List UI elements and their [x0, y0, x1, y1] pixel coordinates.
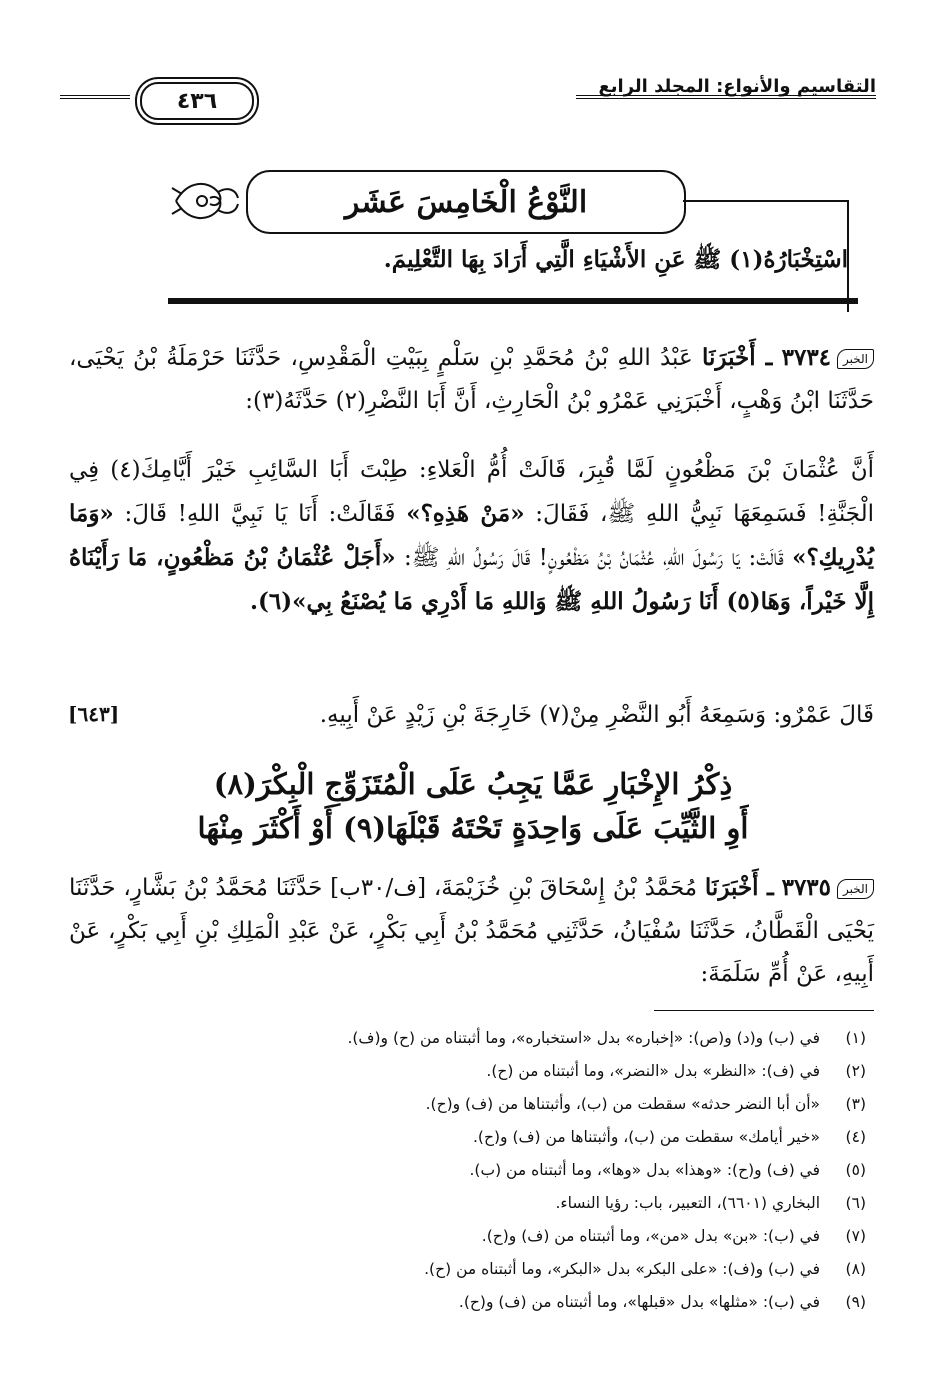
- header-rule: [576, 95, 876, 99]
- running-title: التقاسيم والأنواع: المجلد الرابع: [598, 76, 876, 97]
- page-header: [60, 74, 876, 124]
- hadith-3734-isnad: [69, 336, 874, 423]
- prophet-quote-2: «وَمَا يُدْرِيكِ؟»: [69, 500, 875, 571]
- hadith-isnad: مُحَمَّدُ بْنُ إِسْحَاقَ بْنِ خُزَيْمَةَ، [ف/٣٠ب] حَدَّثَنَا مُحَمَّدُ بْنُ بَشَّارٍ، حَدَّثَنَا يَحْيَى الْقَطَّانُ، حَدَّثَنَا سُفْيَانُ، حَدَّثَنِي مُحَمَّدُ بْنُ أَبِي بَكْرٍ، عَنْ عَبْدِ الْمَلِكِ بْنِ أَبِي بَكْرٍ، عَنْ أَبِيهِ، عَنْ أُمِّ سَلَمَةَ:: [69, 875, 874, 987]
- footnote: (٨)في (ب) و(ف): «على البكر» بدل «البكر»، وما أثبتناه من (ح).: [424, 1260, 866, 1278]
- chapter-frame-top: [683, 200, 849, 202]
- footnote: (٢)في (ف): «النظر» بدل «النضر»، وما أثبتناه من (ح).: [486, 1062, 866, 1080]
- footnote: (٦)البخاري (٦٦٠١)، التعبير، باب: رؤيا النساء.: [555, 1194, 866, 1212]
- hadith-marker-icon: الخبر: [837, 879, 874, 899]
- hadith-number: ٣٧٣٤: [781, 344, 832, 371]
- chapter-underline: [168, 298, 858, 304]
- hadith-reference: [٦٤٣]: [68, 702, 120, 726]
- header-rule-left: [60, 95, 130, 99]
- matn-part-3: قَالَتْ: يَا رَسُولَ اللهِ، عُثْمَانُ بْنُ مَظْعُونٍ! قَالَ رَسُولُ اللهِ ﷺ:: [403, 545, 784, 571]
- matn-part-1: أَنَّ عُثْمَانَ بْنَ مَظْعُونٍ لَمَّا قُبِرَ، قَالَتْ أُمُّ الْعَلاءِ: طِبْتَ أَبَا السَّائِبِ خَيْرَ أَيَّامِكَ(٤) فِي الْجَنَّةِ! فَسَمِعَهَا نَبِيُّ اللهِ ﷺ، فَقَالَ:: [69, 457, 875, 527]
- footnote: (١)في (ب) و(د) و(ص): «إخباره» بدل «استخباره»، وما أثبتناه من (ح) و(ف).: [347, 1029, 866, 1047]
- hadith-3735-isnad: [69, 866, 874, 996]
- prophet-quote-1: «مَنْ هَذِهِ؟»: [406, 500, 525, 527]
- hadith-number: ٣٧٣٥: [781, 874, 832, 901]
- section-heading-line-2: أَوِ الثَّيِّبَ عَلَى وَاحِدَةٍ تَحْتَهُ قَبْلَهَا(٩) أَوْ أَكْثَرَ مِنْهَا: [197, 811, 749, 845]
- page-number: ٤٣٦: [140, 82, 254, 120]
- footnote: (٧)في (ب): «بن» بدل «من»، وما أثبتناه من (ف) و(ح).: [481, 1227, 866, 1245]
- floral-ornament-icon: [168, 172, 240, 230]
- footnote: (٣)«أن أبا النضر حدثه» سقطت من (ب)، وأثبتناها من (ف) و(ح).: [425, 1095, 866, 1113]
- chapter-title: النَّوْعُ الْخَامِسَ عَشَر: [246, 170, 686, 234]
- matn-part-2: فَقَالَتْ: أَنَا يَا نَبِيَّ اللهِ! قَالَ:: [124, 501, 396, 527]
- footnotes: [86, 1022, 866, 1319]
- hadith-3734-closing: [174, 694, 874, 737]
- chapter-subtitle: اسْتِخْبَارُهُ(١) ﷺ عَنِ الأَشْيَاءِ الَّتِي أَرَادَ بِهَا التَّعْلِيمَ.: [383, 246, 848, 273]
- hadith-marker-icon: الخبر: [837, 349, 874, 369]
- footnote-divider: [654, 1010, 874, 1011]
- footnote: (٩)في (ب): «مثلها» بدل «قبلها»، وما أثبتناه من (ف) و(ح).: [458, 1293, 866, 1311]
- closing-note: قَالَ عَمْرٌو: وَسَمِعَهُ أَبُو النَّضْرِ مِنْ(٧) خَارِجَةَ بْنِ زَيْدٍ عَنْ أَبِيهِ.: [319, 702, 874, 728]
- hadith-3734-matn: [69, 448, 874, 624]
- footnote: (٥)في (ف) و(ح): «وهذا» بدل «وها»، وما أثبتناه من (ب).: [469, 1161, 866, 1179]
- section-heading-line-1: ذِكْرُ الإِخْبَارِ عَمَّا يَجِبُ عَلَى الْمُتَزَوِّجِ الْبِكْرَ(٨): [213, 767, 733, 801]
- section-heading: [0, 762, 946, 850]
- hadith-opening: ـ أَخْبَرَنَا: [704, 874, 774, 901]
- hadith-isnad: عَبْدُ اللهِ بْنُ مُحَمَّدِ بْنِ سَلْمٍ بِبَيْتِ الْمَقْدِسِ، حَدَّثَنَا حَرْمَلَةُ بْنُ يَحْيَى، حَدَّثَنَا ابْنُ وَهْبٍ، أَخْبَرَنِي عَمْرُو بْنُ الْحَارِثِ، أَنَّ أَبَا النَّضْرِ(٢) حَدَّثَهُ(٣):: [69, 345, 874, 414]
- footnote: (٤)«خير أيامك» سقطت من (ب)، وأثبتناها من (ف) و(ح).: [473, 1128, 866, 1146]
- prophet-quote-3: «أَجَلْ عُثْمَانُ بْنُ مَظْعُونٍ، مَا رَأَيْنَاهُ إِلَّا خَيْراً، وَهَا(٥) أَنَا رَسُولُ اللهِ ﷺ وَاللهِ مَا أَدْرِي مَا يُصْنَعُ بِي»(٦).: [69, 544, 874, 615]
- hadith-opening: ـ أَخْبَرَنَا: [702, 344, 773, 371]
